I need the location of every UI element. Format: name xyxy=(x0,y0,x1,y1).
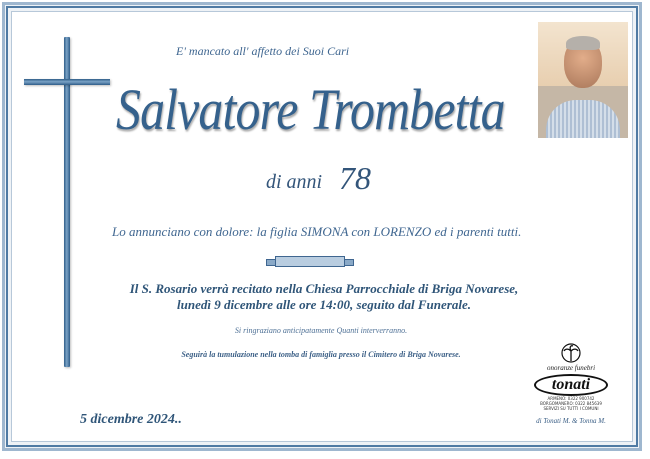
thanks-text: Si ringraziano anticipatamente Quanti interverranno. xyxy=(234,326,408,335)
portrait-photo xyxy=(538,22,628,138)
agency-phone-2: BORGOMANERO: 0322 845639 xyxy=(540,401,602,406)
intro-line: E' mancato all' affetto dei Suoi Cari xyxy=(176,44,350,58)
agency-service: SERVIZI SU TUTTI I COMUNI xyxy=(543,406,599,411)
agency-signature: di Tonati M. & Tonna M. xyxy=(536,417,606,425)
palm-emblem-icon xyxy=(560,342,582,364)
cross-icon xyxy=(64,37,70,367)
notice-date: 5 dicembre 2024.. xyxy=(80,412,182,427)
rosary-line-2: lunedì 9 dicembre alle ore 14:00, seguito dal Funerale. xyxy=(177,297,471,312)
rosary-line-1: Il S. Rosario verrà recitato nella Chiesa Parrocchiale di Briga Novarese, xyxy=(129,281,519,296)
deceased-name: Salvatore Trombetta xyxy=(116,77,505,142)
scroll-ornament-icon xyxy=(275,256,345,267)
age-value: 78 xyxy=(339,160,371,196)
age-label: di anni xyxy=(266,171,323,193)
agency-name: tonati xyxy=(534,374,608,396)
agency-phone-1: ARMENO: 0322 900742 xyxy=(547,396,595,401)
burial-text: Seguirà la tumulazione nella tomba di famiglia presso il Cimitero di Briga Novarese. xyxy=(181,350,461,359)
announcement-text: Lo annunciano con dolore: la figlia SIMONA con LORENZO ed i parenti tutti. xyxy=(112,224,522,239)
agency-subtitle: onoranze funebri xyxy=(546,364,596,372)
agency-logo xyxy=(525,342,617,425)
cross-icon-arm xyxy=(24,79,110,85)
